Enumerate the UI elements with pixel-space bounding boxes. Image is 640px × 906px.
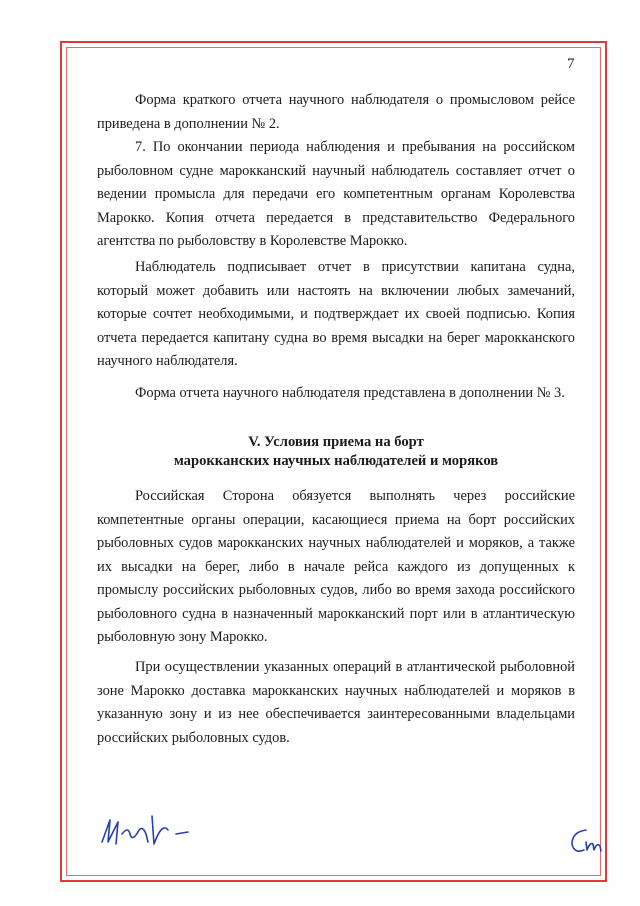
paragraph-report-signing: Наблюдатель подписывает отчет в присутствии капитана судна, который может добавить или настоять на включении любых замечаний, которые сочтет необходимыми, и подтверждает их своей подписью. Копия отчета передается капитану судна во время высадки на берег марокканского научного наблюдателя.: [97, 259, 575, 369]
paragraph-report-form: Форма отчета научного наблюдателя представлена в дополнении № 3.: [135, 385, 565, 401]
paragraph-delivery: При осуществлении указанных операций в атлантической рыболовной зоне Марокко доставка марокканских научных наблюдателей и моряков в указанную зону и из нее обеспечивается заинтересованными владельцами российских рыболовных судов.: [97, 659, 575, 746]
handwritten-signature-left: [96, 812, 206, 852]
section-heading-line-1: V. Условия приема на борт: [248, 434, 424, 450]
section-heading: [97, 433, 575, 471]
paragraph-boarding-operations: Российская Сторона обязуется выполнять через российские компетентные органы операции, касающиеся приема на борт российских рыболовных судов марокканских научных наблюдателей и моряков, а также их высадки на берег, либо в начале рейса каждого из допущенных к промыслу российских рыболовных судов, либо во время захода российского рыболовного судна в назначенный марокканский порт или в атлантическую рыболовную зону Марокко.: [97, 488, 575, 645]
handwritten-initials-right: [566, 824, 606, 858]
paragraph-report-form-ref: Форма краткого отчета научного наблюдателя о промысловом рейсе приведена в дополнении № 2.: [97, 92, 575, 132]
paragraph-observation-end: 7. По окончании периода наблюдения и пребывания на российском рыболовном судне марокканский научный наблюдатель составляет отчет о ведении промысла для передачи его компетентным органам Королевства Марокко. Копия отчета передается в представительство Федерального агентства по рыболовству в Королевстве Марокко.: [97, 139, 575, 249]
section-heading-line-2: марокканских научных наблюдателей и моряков: [173, 453, 499, 469]
page-number: 7: [567, 56, 575, 72]
